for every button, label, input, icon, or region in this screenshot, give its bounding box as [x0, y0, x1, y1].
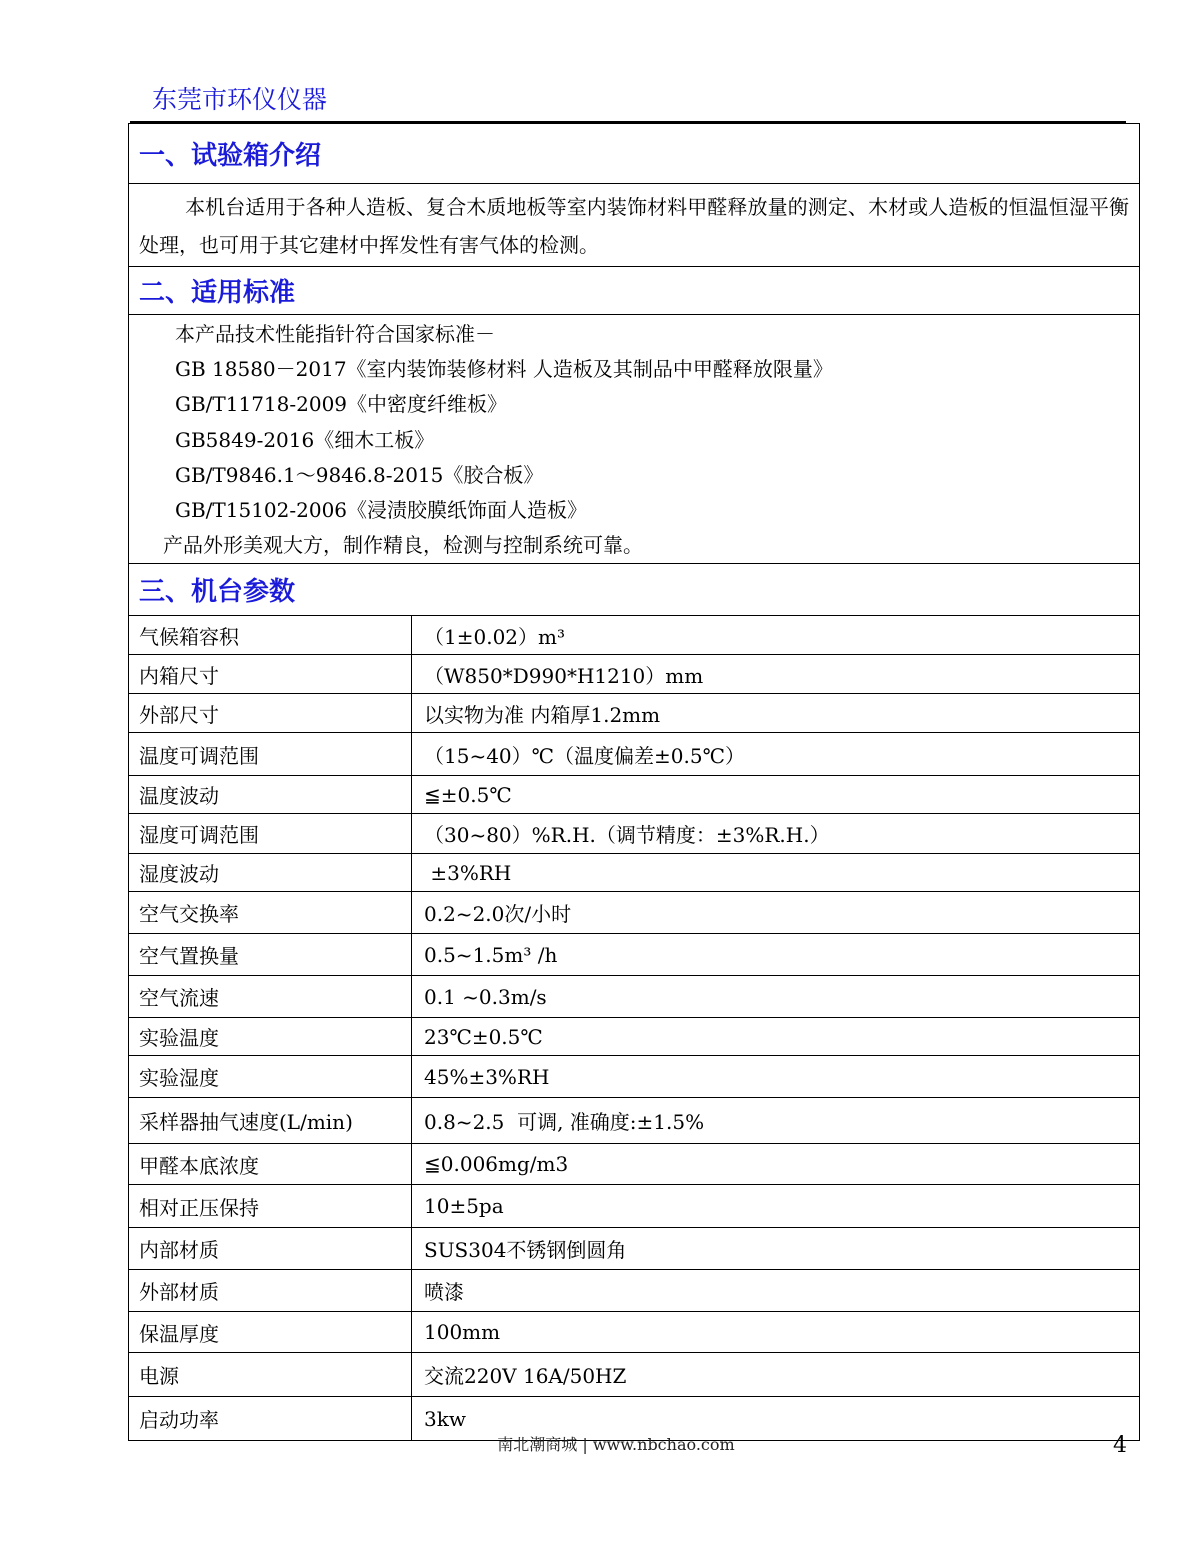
param-label: 湿度可调范围	[129, 814, 412, 854]
param-value: 0.8~2.5 可调, 准确度:±1.5%	[412, 1098, 1140, 1144]
param-value: （15~40）℃（温度偏差±0.5℃）	[412, 733, 1140, 776]
intro-paragraph: 本机台适用于各种人造板、复合木质地板等室内装饰材料甲醛释放量的测定、木材或人造板的恒温恒湿平衡处理，也可用于其它建材中挥发性有害气体的检测。	[139, 195, 1130, 257]
param-value: 100mm	[412, 1312, 1140, 1353]
param-row	[129, 1312, 1140, 1353]
param-row	[129, 1056, 1140, 1098]
param-label: 相对正压保持	[129, 1185, 412, 1228]
param-value: 以实物为准 内箱厚1.2mm	[412, 694, 1140, 733]
param-label: 内部材质	[129, 1228, 412, 1270]
param-row	[129, 733, 1140, 776]
param-value: 0.1 ~0.3m/s	[412, 976, 1140, 1018]
section-3-title: 三、机台参数	[129, 564, 1140, 616]
param-row	[129, 1018, 1140, 1056]
company-header: 东莞市环仪仪器	[152, 85, 328, 114]
param-row	[129, 776, 1140, 814]
param-value: SUS304不锈钢倒圆角	[412, 1228, 1140, 1270]
intro-paragraph-cell	[129, 184, 1140, 267]
param-row	[129, 854, 1140, 892]
standards-line: GB/T11718-2009《中密度纤维板》	[175, 392, 508, 417]
param-row	[129, 655, 1140, 694]
param-value: （1±0.02）m³	[412, 616, 1140, 655]
standards-line: GB/T9846.1～9846.8-2015《胶合板》	[175, 462, 544, 487]
param-value: ±3%RH	[412, 854, 1140, 892]
section-1-body-row	[129, 184, 1140, 267]
param-row	[129, 694, 1140, 733]
standards-line: GB5849-2016《细木工板》	[175, 427, 435, 452]
standards-line: 本产品技术性能指针符合国家标准－	[175, 322, 495, 346]
param-label: 保温厚度	[129, 1312, 412, 1353]
param-value: 3kw	[412, 1397, 1140, 1441]
param-label: 外部材质	[129, 1270, 412, 1312]
param-value: ≦±0.5℃	[412, 776, 1140, 814]
param-row	[129, 1270, 1140, 1312]
param-row	[129, 892, 1140, 934]
param-value: 10±5pa	[412, 1185, 1140, 1228]
param-label: 气候箱容积	[129, 616, 412, 655]
param-row	[129, 1144, 1140, 1185]
section-1-title: 一、试验箱介绍	[129, 124, 1140, 184]
param-label: 温度波动	[129, 776, 412, 814]
section-1-header-row	[129, 124, 1140, 184]
param-value: 0.2~2.0次/小时	[412, 892, 1140, 934]
param-label: 电源	[129, 1353, 412, 1397]
param-label: 温度可调范围	[129, 733, 412, 776]
standards-list	[129, 315, 1140, 564]
param-label: 采样器抽气速度(L/min)	[129, 1098, 412, 1144]
param-value: 喷漆	[412, 1270, 1140, 1312]
param-row	[129, 1228, 1140, 1270]
param-row	[129, 1098, 1140, 1144]
param-value: （W850*D990*H1210）mm	[412, 655, 1140, 694]
param-label: 空气流速	[129, 976, 412, 1018]
section-2-title: 二、适用标准	[129, 267, 1140, 315]
param-row	[129, 1185, 1140, 1228]
param-value: 23℃±0.5℃	[412, 1018, 1140, 1056]
param-label: 甲醛本底浓度	[129, 1144, 412, 1185]
standards-line: 产品外形美观大方，制作精良，检测与控制系统可靠。	[163, 533, 643, 558]
param-value: （30~80）%R.H.（调节精度：±3%R.H.）	[412, 814, 1140, 854]
param-label: 湿度波动	[129, 854, 412, 892]
param-label: 内箱尺寸	[129, 655, 412, 694]
param-label: 空气置换量	[129, 934, 412, 976]
param-value: ≦0.006mg/m3	[412, 1144, 1140, 1185]
page-number: 4	[1113, 1433, 1127, 1458]
standards-line: GB 18580－2017《室内装饰装修材料 人造板及其制品中甲醛释放限量》	[175, 357, 833, 382]
param-label: 空气交换率	[129, 892, 412, 934]
section-2-body-row	[129, 315, 1140, 564]
param-row	[129, 814, 1140, 854]
spec-table	[128, 123, 1140, 1441]
section-3-header-row	[129, 564, 1140, 616]
param-row	[129, 934, 1140, 976]
param-row	[129, 616, 1140, 655]
param-value: 45%±3%RH	[412, 1056, 1140, 1098]
standards-line: GB/T15102-2006《浸渍胶膜纸饰面人造板》	[175, 498, 588, 523]
param-row	[129, 1353, 1140, 1397]
param-label: 启动功率	[129, 1397, 412, 1441]
param-value: 0.5~1.5m³ /h	[412, 934, 1140, 976]
param-value: 交流220V 16A/50HZ	[412, 1353, 1140, 1397]
param-label: 外部尺寸	[129, 694, 412, 733]
param-row	[129, 976, 1140, 1018]
param-label: 实验湿度	[129, 1056, 412, 1098]
footer-link-text: 南北潮商城 | www.nbchao.com	[497, 1435, 735, 1454]
param-label: 实验温度	[129, 1018, 412, 1056]
section-2-header-row	[129, 267, 1140, 315]
